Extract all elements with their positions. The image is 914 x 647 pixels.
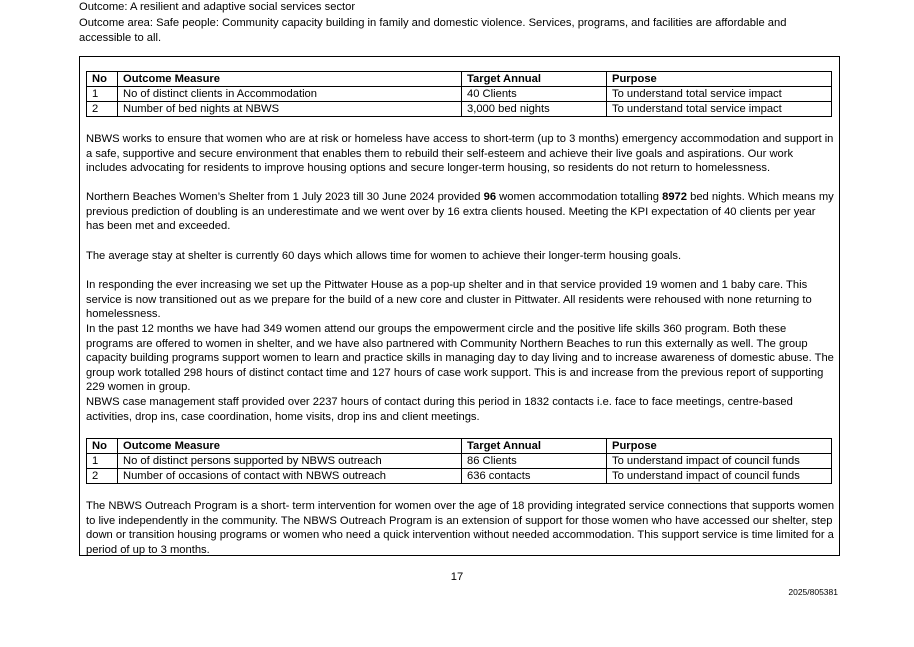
paragraph-average-stay: The average stay at shelter is currently 60 days which allows time for women to achieve their longer-term housing goals. bbox=[86, 250, 682, 262]
cell-purpose: To understand total service impact bbox=[607, 102, 832, 117]
cell-no: 1 bbox=[87, 87, 118, 102]
table-row bbox=[87, 87, 832, 102]
col-header-outcome-measure: Outcome Measure bbox=[118, 439, 462, 454]
outcome-area-heading: Outcome area: Safe people: Community capacity building in family and domestic violence. Services, programs, and facilities are affordable and accessible to all. bbox=[79, 17, 787, 44]
cell-purpose: To understand total service impact bbox=[607, 87, 832, 102]
paragraph-outreach-program: The NBWS Outreach Program is a short- term intervention for women over the age of 18 providing integrated service connections that supports women to live independently in the community. The NBWS Outreach Program is an extension of support for those women who have accessed our shelter, step down or transition housing programs or women who need a quick intervention without needed accommodation. This support service is time limited for a period of up to 3 months. bbox=[86, 500, 835, 556]
cell-outcome-measure: No of distinct persons supported by NBWS outreach bbox=[118, 454, 462, 469]
paragraph-group-programs: In the past 12 months we have had 349 women attend our groups the empowerment circle and the positive life skills 360 program. Both these programs are offered to women in shelter, and we have also partnered with Community Northern Beaches to run this externally as well. The group capacity building programs support women to learn and practice skills in managing day to day living and to increase awareness of domestic abuse. The group work totalled 298 hours of distinct contact time and 127 hours of case work support. This is and increase from the previous report of supporting 229 women in group. bbox=[86, 323, 834, 394]
cell-target-annual: 86 Clients bbox=[462, 454, 607, 469]
bed-nights-count: 8972 bbox=[662, 191, 687, 203]
col-header-purpose: Purpose bbox=[607, 439, 832, 454]
table-row bbox=[87, 469, 832, 484]
col-header-target-annual: Target Annual bbox=[462, 439, 607, 454]
col-header-outcome-measure: Outcome Measure bbox=[118, 72, 462, 87]
document-reference: 2025/805381 bbox=[788, 587, 838, 597]
col-header-target-annual: Target Annual bbox=[462, 72, 607, 87]
table-row bbox=[87, 454, 832, 469]
col-header-purpose: Purpose bbox=[607, 72, 832, 87]
cell-outcome-measure: Number of bed nights at NBWS bbox=[118, 102, 462, 117]
cell-purpose: To understand impact of council funds bbox=[607, 454, 832, 469]
table-header-row bbox=[87, 439, 832, 454]
cell-no: 1 bbox=[87, 454, 118, 469]
outreach-outcome-table bbox=[86, 438, 832, 484]
cell-outcome-measure: Number of occasions of contact with NBWS outreach bbox=[118, 469, 462, 484]
accommodation-outcome-table bbox=[86, 71, 832, 117]
cell-target-annual: 3,000 bed nights bbox=[462, 102, 607, 117]
table-row bbox=[87, 102, 832, 117]
text-span: women accommodation totalling bbox=[496, 191, 663, 203]
cell-purpose: To understand impact of council funds bbox=[607, 469, 832, 484]
col-header-no: No bbox=[87, 439, 118, 454]
paragraph-pittwater-house: In responding the ever increasing we set up the Pittwater House as a pop-up shelter and in that service provided 19 women and 1 baby care. This service is now transitioned out as we prepare for the build of a new core and cluster in Pittwater. All residents were rehoused with none returning to homelessness. bbox=[86, 279, 812, 321]
cell-outcome-measure: No of distinct clients in Accommodation bbox=[118, 87, 462, 102]
table-header-row bbox=[87, 72, 832, 87]
women-count: 96 bbox=[483, 191, 497, 203]
paragraph-shelter-purpose: NBWS works to ensure that women who are at risk or homeless have access to short-term (up to 3 months) emergency accommodation and support in a safe, supportive and secure environment that enables them to rebuild their self-esteem and achieve their live goals and aspirations. Our work includes advocating for residents to improve housing options and secure longer-term housing, so residents do not return to homelessness. bbox=[86, 133, 834, 175]
page-number: 17 bbox=[450, 571, 464, 583]
paragraph-shelter-stats bbox=[86, 190, 836, 234]
text-span: Northern Beaches Women’s Shelter from 1 July 2023 till 30 June 2024 provided bbox=[86, 191, 484, 203]
cell-target-annual: 40 Clients bbox=[462, 87, 607, 102]
paragraph-case-management: NBWS case management staff provided over 2237 hours of contact during this period in 1832 contacts i.e. face to face meetings, centre-based activities, drop ins, case coordination, home visits, drop ins and client meetings. bbox=[86, 396, 793, 423]
text-span: bed nights. Which means my previous prediction of doubling is an underestimate and we went over by 16 extra clients housed. Meeting the KPI expectation of 40 clients per year has been met and exceeded. bbox=[86, 191, 834, 233]
col-header-no: No bbox=[87, 72, 118, 87]
cell-no: 2 bbox=[87, 469, 118, 484]
outcome-heading: Outcome: A resilient and adaptive social services sector bbox=[79, 1, 356, 13]
cell-no: 2 bbox=[87, 102, 118, 117]
cell-target-annual: 636 contacts bbox=[462, 469, 607, 484]
